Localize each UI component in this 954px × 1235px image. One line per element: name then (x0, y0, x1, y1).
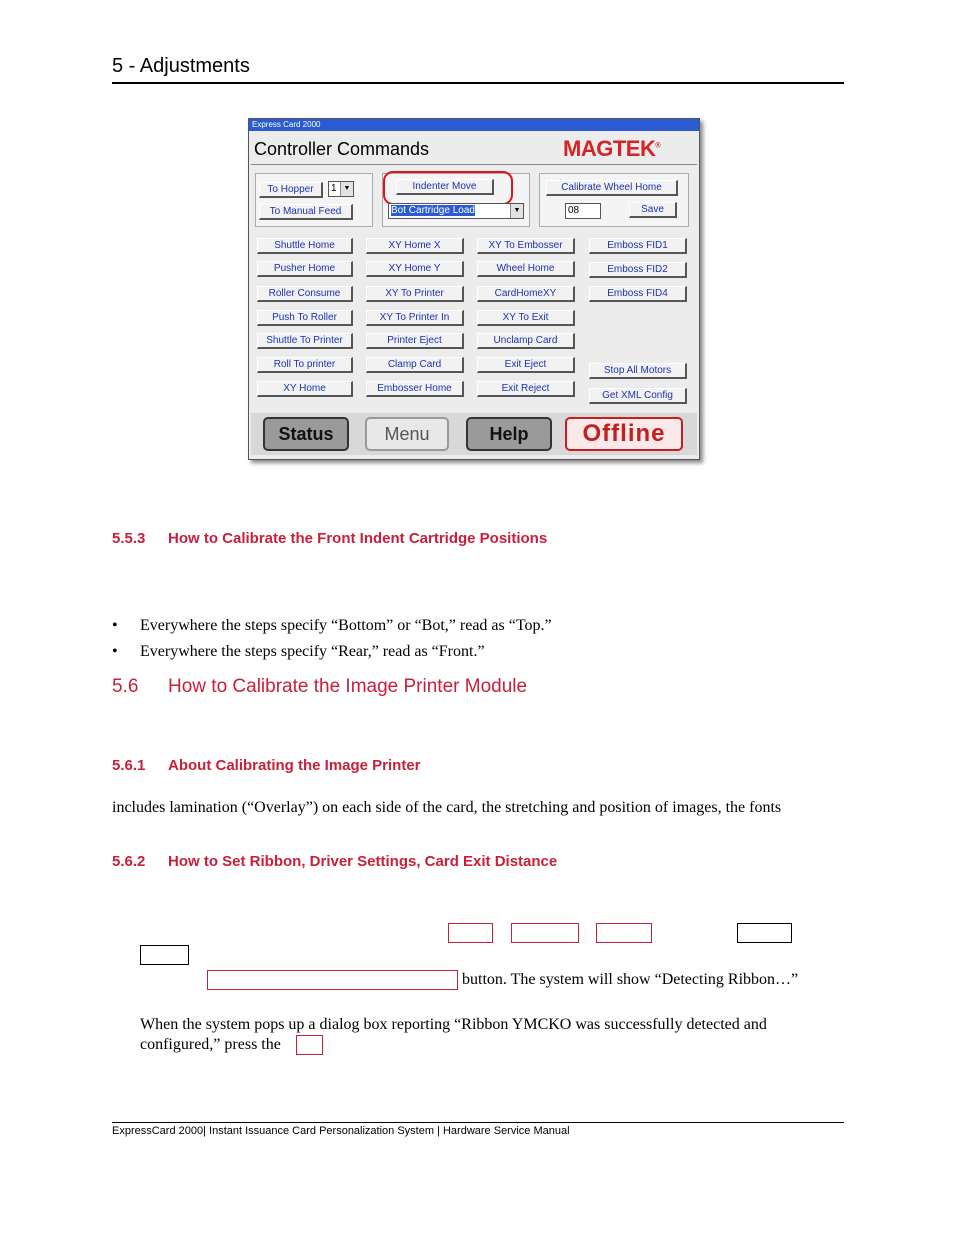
command-button[interactable]: Printer Eject (366, 333, 464, 349)
paragraph-popup-line2: configured,” press the (140, 1036, 281, 1053)
calibrate-value-field[interactable]: 08 (565, 203, 601, 219)
command-button[interactable]: XY To Printer (366, 286, 464, 302)
controller-commands-window (248, 118, 700, 460)
section-heading-5-5-3: 5.5.3 How to Calibrate the Front Indent Cartridge Positions (112, 530, 548, 547)
ui-reference-box (207, 970, 458, 990)
section-heading-5-6-1: 5.6.1 About Calibrating the Image Printer (112, 757, 421, 774)
window-title: Express Card 2000 (252, 120, 321, 129)
ui-reference-box (448, 923, 493, 943)
menu-button[interactable]: Menu (365, 417, 449, 451)
indenter-move-button[interactable]: Indenter Move (396, 179, 494, 195)
help-button[interactable]: Help (466, 417, 552, 451)
command-button[interactable]: Embosser Home (366, 381, 464, 397)
header-separator (251, 164, 697, 165)
command-button[interactable]: Emboss FID2 (589, 262, 687, 278)
chevron-down-icon: ▼ (340, 182, 353, 196)
section-heading-5-6-2: 5.6.2 How to Set Ribbon, Driver Settings, Card Exit Distance (112, 853, 558, 870)
chapter-header: 5 - Adjustments (112, 55, 250, 77)
calibrate-wheel-home-button[interactable]: Calibrate Wheel Home (546, 180, 678, 196)
command-button[interactable]: Emboss FID1 (589, 238, 687, 254)
ui-reference-box (596, 923, 652, 943)
command-button[interactable]: Shuttle Home (257, 238, 353, 254)
paragraph-button: button. The system will show “Detecting Ribbon…” (462, 971, 799, 988)
ui-reference-box (737, 923, 792, 943)
paragraph-561: includes lamination (“Overlay”) on each side of the card, the stretching and position of images, the fonts (112, 799, 782, 816)
command-button[interactable]: Unclamp Card (477, 333, 575, 349)
indenter-select[interactable]: Bot Cartridge Load ▼ (388, 203, 524, 219)
paragraph-popup-line1: When the system pops up a dialog box reporting “Ribbon YMCKO was successfully detected and (140, 1016, 767, 1033)
command-button[interactable]: Clamp Card (366, 357, 464, 373)
command-button[interactable]: XY Home (257, 381, 353, 397)
command-button[interactable]: Shuttle To Printer (257, 333, 353, 349)
command-button[interactable]: Exit Eject (477, 357, 575, 373)
command-button[interactable]: CardHomeXY (477, 286, 575, 302)
section-heading-5-6: 5.6 How to Calibrate the Image Printer Module (112, 676, 528, 697)
ui-reference-box (140, 945, 189, 965)
hopper-select[interactable]: 1 ▼ (328, 181, 354, 197)
command-button[interactable]: Pusher Home (257, 261, 353, 277)
to-manual-feed-button[interactable]: To Manual Feed (259, 204, 353, 220)
controller-commands-heading: Controller Commands (254, 139, 430, 159)
footer-text: ExpressCard 2000| Instant Issuance Card Personalization System | Hardware Service Manual (112, 1125, 570, 1137)
save-button[interactable]: Save (629, 202, 677, 218)
stop-all-motors-button[interactable]: Stop All Motors (589, 363, 687, 379)
command-button[interactable]: XY To Printer In (366, 310, 464, 326)
command-button[interactable]: XY Home Y (366, 261, 464, 277)
header-rule (112, 82, 844, 84)
command-button[interactable]: Emboss FID4 (589, 286, 687, 302)
ui-reference-box (296, 1035, 323, 1055)
chevron-down-icon: ▼ (510, 204, 523, 218)
command-button[interactable]: Push To Roller (257, 310, 353, 326)
status-button[interactable]: Status (263, 417, 349, 451)
list-item: • Everywhere the steps specify “Bottom” or “Bot,” read as “Top.” (112, 617, 552, 634)
footer-rule (112, 1122, 844, 1123)
window-titlebar (249, 119, 699, 131)
command-button[interactable]: Roller Consume (257, 286, 353, 302)
magtek-logo: MAGTEK® (563, 136, 660, 161)
command-button[interactable]: XY To Embosser (477, 238, 575, 254)
offline-button[interactable]: Offline (565, 417, 683, 451)
command-button[interactable]: XY To Exit (477, 310, 575, 326)
to-hopper-button[interactable]: To Hopper (259, 182, 323, 198)
command-button[interactable]: Exit Reject (477, 381, 575, 397)
command-button[interactable]: Roll To printer (257, 357, 353, 373)
ui-reference-box (511, 923, 579, 943)
command-button[interactable]: Wheel Home (477, 261, 575, 277)
get-xml-config-button[interactable]: Get XML Config (589, 388, 687, 404)
highlight-circle (383, 171, 513, 205)
list-item: • Everywhere the steps specify “Rear,” read as “Front.” (112, 643, 485, 660)
command-button[interactable]: XY Home X (366, 238, 464, 254)
